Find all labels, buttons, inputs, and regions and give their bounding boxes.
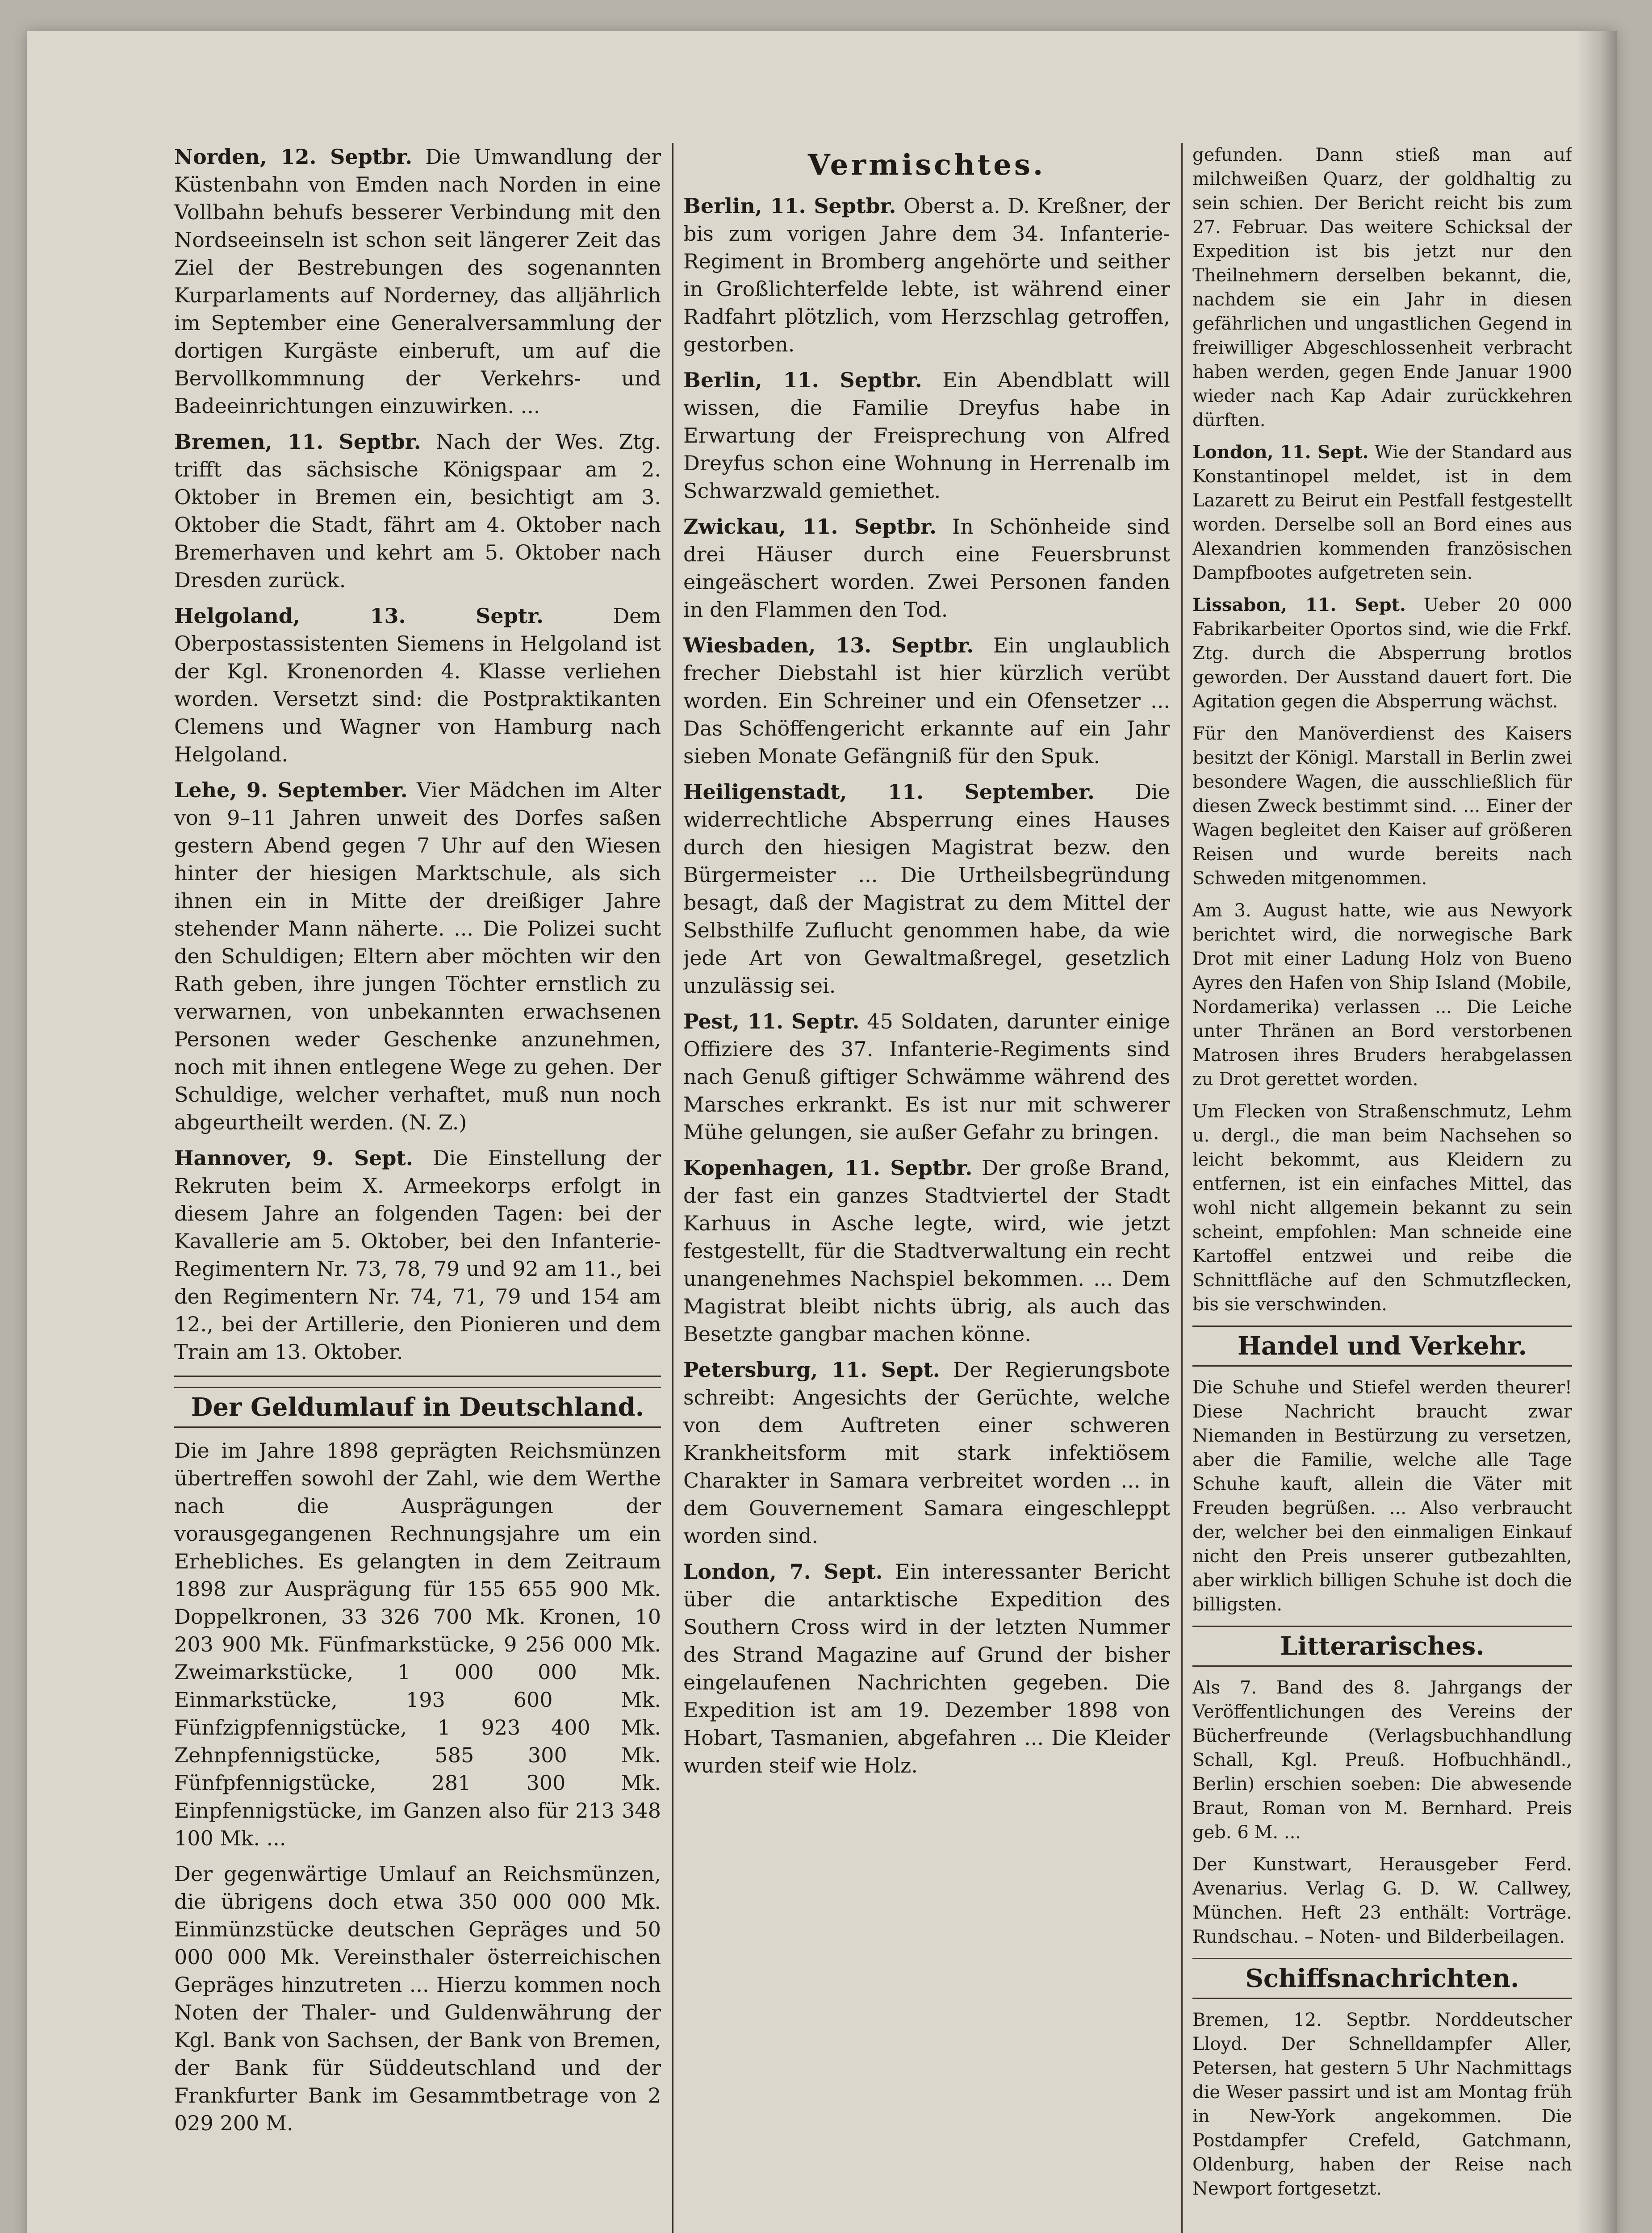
article-paragraph <box>1192 899 1572 1091</box>
article-dateline: Hannover, 9. Sept. <box>174 1146 413 1170</box>
article-paragraph <box>1192 722 1572 891</box>
article-body: Dem Oberpostassistenten Siemens in Helgoland ist der Kgl. Kronenorden 4. Klasse verliehen worden. Versetzt sind: die Postpraktikanten Clemens und Wagner von Hamburg nach Helgoland. <box>174 604 661 766</box>
column-left <box>174 143 661 2233</box>
article-paragraph <box>683 778 1170 999</box>
article-paragraph <box>1192 440 1572 585</box>
column-rule <box>672 143 673 2233</box>
article-dateline: Berlin, 11. Septbr. <box>683 194 896 218</box>
article-body: Der große Brand, der fast ein ganzes Stadtviertel der Stadt Karhuus in Asche legte, wird, wie jetzt festgestellt, für die Stadtverwaltung ein recht unangenehmes Nachspiel bekommen. ... Dem Magistrat bleibt nichts übrig, als auch das Besetzte gangbar machen könne. <box>683 1156 1170 1346</box>
article-dateline: Lissabon, 11. Sept. <box>1192 594 1406 615</box>
article-body: Die widerrechtliche Absperrung eines Hauses durch den hiesigen Magistrat bezw. den Bürgermeister ... Die Urtheilsbegründung besagt, daß der Magistrat zu dem Mittel der Selbsthilfe Zuflucht genommen habe, da wie jede Art von Gewaltmaßregel, gesetzlich unzulässig sei. <box>683 780 1170 998</box>
article-dateline: Heiligenstadt, 11. September. <box>683 780 1095 804</box>
article-paragraph <box>683 1154 1170 1348</box>
article-body: Für den Manöverdienst des Kaisers besitzt der Königl. Marstall in Berlin zwei besondere Wagen, die ausschließlich für diesen Zweck bestimmt sind. ... Einer der Wagen begleitet den Kaiser auf größeren Reisen und wurde bereits nach Schweden mitgenommen. <box>1192 723 1572 889</box>
article-dateline: Wiesbaden, 13. Septbr. <box>683 633 974 657</box>
article-body: gefunden. Dann stieß man auf milchweißen Quarz, der goldhaltig zu sein schien. Der Bericht reicht bis zum 27. Februar. Das weitere Schicksal der Expedition ist bis jetzt nur den Theilnehmern derselben bekannt, die, nachdem sie ein Jahr in diesen gefährlichen und ungastlichen Gegend in freiwilliger Abgeschlossenheit verbracht haben werden, gegen Ende Januar 1900 wieder nach Kap Adair zurückkehren dürften. <box>1192 145 1572 431</box>
article-body: Oberst a. D. Kreßner, der bis zum vorigen Jahre dem 34. Infanterie-Regiment in Bromberg angehörte und seither in Großlichterfelde lebte, ist während einer Radfahrt plötzlich, vom Herzschlag getroffen, gestorben. <box>683 194 1170 356</box>
article-paragraph <box>174 1144 661 1366</box>
article-body: Der Regierungsbote schreibt: Angesichts der Gerüchte, welche von dem Auftreten einer schweren Krankheitsform mit stark infektiösem Charakter in Samara verbreitet worden ... in dem Gouvernement Samara eingeschleppt worden sind. <box>683 1358 1170 1548</box>
section-title-geldumlauf: Der Geldumlauf in Deutschland. <box>174 1387 661 1428</box>
article-body: In Schönheide sind drei Häuser durch eine Feuersbrunst eingeäschert worden. Zwei Personen fanden in den Flammen den Tod. <box>683 514 1170 622</box>
article-dateline: Lehe, 9. September. <box>174 778 408 802</box>
article-paragraph: Bremen, 12. Septbr. Norddeutscher Lloyd. Der Schnelldampfer Aller, Petersen, hat gestern 5 Uhr Nachmittags die Weser passirt und ist am Montag früh in New-York angekommen. Die Postdampfer Crefeld, Gatchmann, Oldenburg, haben der Reise nach Newport fortgesetzt. <box>1192 2010 1572 2199</box>
article-paragraph <box>1192 593 1572 714</box>
article-paragraph <box>683 366 1170 505</box>
article-paragraph <box>174 602 661 768</box>
newspaper-page <box>27 31 1617 2233</box>
article-paragraph: Als 7. Band des 8. Jahrgangs der Veröffentlichungen des Vereins der Bücherfreunde (Verlagsbuchhandlung Schall, Kgl. Preuß. Hofbuchhändl., Berlin) erschien soeben: Die abwesende Braut, Roman von M. Bernhard. Preis geb. 6 M. ... <box>1192 1677 1572 1843</box>
column-middle <box>683 143 1170 2233</box>
article-body: Die Einstellung der Rekruten beim X. Armeekorps erfolgt in diesem Jahre an folgenden Tagen: bei der Kavallerie am 5. Oktober, bei den Infanterie-Regimentern Nr. 73, 78, 79 und 92 am 11., bei den Regimentern Nr. 74, 71, 79 und 154 am 12., bei der Artillerie, den Pionieren und dem Train am 13. Oktober. <box>174 1146 661 1364</box>
article-body: Nach der Wes. Ztg. trifft das sächsische Königspaar am 2. Oktober in Bremen ein, besichtigt am 3. Oktober die Stadt, fährt am 4. Oktober nach Bremerhaven und kehrt am 5. Oktober nach Dresden zurück. <box>174 430 661 592</box>
article-body: Ein interessanter Bericht über die antarktische Expedition des Southern Cross wird in der letzten Nummer des Strand Magazine auf Grund der bisher eingelaufenen Nachrichten gegeben. Die Expedition ist am 19. Dezember 1898 von Hobart, Tasmanien, abgefahren ... Die Kleider wurden steif wie Holz. <box>683 1560 1170 1777</box>
section-title-handel: Handel und Verkehr. <box>1192 1326 1572 1367</box>
column-right <box>1192 143 1572 2233</box>
article-dateline: London, 11. Sept. <box>1192 442 1369 463</box>
column-rule <box>1181 143 1183 2233</box>
article-body: Um Flecken von Straßenschmutz, Lehm u. dergl., die man beim Nachsehen so leicht bekommt, aus Kleidern zu entfernen, ist ein einfaches Mittel, das wohl nicht allgemein bekannt zu sein scheint, empfohlen: Man schneide eine Kartoffel entzwei und reibe die Schnittfläche auf den Schmutzflecken, bis sie verschwinden. <box>1192 1101 1572 1315</box>
article-paragraph <box>174 428 661 594</box>
article-dateline: Kopenhagen, 11. Septbr. <box>683 1156 973 1180</box>
section-title-litterarisches: Litterarisches. <box>1192 1626 1572 1667</box>
article-dateline: Pest, 11. Septr. <box>683 1009 860 1033</box>
article-paragraph: Der Kunstwart, Herausgeber Ferd. Avenarius. Verlag G. D. W. Callwey, München. Heft 23 enthält: Vorträge. Rundschau. – Noten- und Bilderbeilagen. <box>1192 1854 1572 1947</box>
article-paragraph: Der gegenwärtige Umlauf an Reichsmünzen, die übrigens doch etwa 350 000 000 Mk. Einmünzstücke deutschen Gepräges und 50 000 000 Mk. Vereinsthaler österreichischen Gepräges hinzutreten ... Hierzu kommen noch Noten der Thaler- und Guldenwährung der Kgl. Bank von Sachsen, der Bank von Bremen, der Bank für Süddeutschland und der Frankfurter Bank im Gesammtbetrage von 2 029 200 M. <box>174 1862 661 2135</box>
article-dateline: Norden, 12. Septbr. <box>174 145 413 169</box>
article-paragraph <box>1192 143 1572 432</box>
section-divider <box>174 1376 661 1377</box>
article-dateline: Berlin, 11. Septbr. <box>683 368 922 392</box>
article-body: Ein Abendblatt will wissen, die Familie Dreyfus habe in Erwartung der Freisprechung von Alfred Dreyfus schon eine Wohnung in Herrenalb im Schwarzwald gemiethet. <box>683 368 1170 503</box>
article-paragraph: Die im Jahre 1898 geprägten Reichsmünzen übertreffen sowohl der Zahl, wie dem Werthe nach die Ausprägungen der vorausgegangenen Rechnungsjahre um ein Erhebliches. Es gelangten in dem Zeitraum 1898 zur Ausprägung für 155 655 900 Mk. Doppelkronen, 33 326 700 Mk. Kronen, 10 203 900 Mk. Fünfmarkstücke, 9 256 000 Mk. Zweimarkstücke, 1 000 000 Mk. Einmarkstücke, 193 600 Mk. Fünfzigpfennigstücke, 1 923 400 Mk. Zehnpfennigstücke, 585 300 Mk. Fünfpfennigstücke, 281 300 Mk. Einpfennigstücke, im Ganzen also für 213 348 100 Mk. ... <box>174 1438 661 1850</box>
article-body: 45 Soldaten, darunter einige Offiziere des 37. Infanterie-Regiments sind nach Genuß giftiger Schwämme während des Marsches erkrankt. Es ist nur mit schwerer Mühe gelungen, sie außer Gefahr zu bringen. <box>683 1009 1170 1144</box>
section-title-vermischtes: Vermischtes. <box>807 148 1046 182</box>
article-paragraph <box>683 192 1170 358</box>
article-body: Ueber 20 000 Fabrikarbeiter Oportos sind, wie die Frkf. Ztg. durch die Absperrung brotlos geworden. Der Ausstand dauert fort. Die Agitation gegen die Absperrung wächst. <box>1192 595 1572 712</box>
article-paragraph <box>683 1008 1170 1146</box>
article-body: Vier Mädchen im Alter von 9–11 Jahren unweit des Dorfes saßen gestern Abend gegen 7 Uhr auf den Wiesen hinter der hiesigen Marktschule, als sich ihnen ein in Mitte der dreißiger Jahre stehender Mann näherte. ... Die Polizei sucht den Schuldigen; Eltern aber möchten wir den Rath geben, ihre jungen Töchter ernstlich zu verwarnen, von unbekannten erwachsenen Personen weder Geschenke anzunehmen, noch mit ihnen entlegene Wege zu gehen. Der Schuldige, welcher verhaftet, muß nun noch abgeurtheilt werden. (N. Z.) <box>174 778 661 1134</box>
article-body: Wie der Standard aus Konstantinopel meldet, ist in dem Lazarett zu Beirut ein Pestfall festgestellt worden. Derselbe soll an Bord eines aus Alexandrien kommenden französischen Dampfbootes aufgetreten sein. <box>1192 442 1572 583</box>
section-title-schiffsnachrichten: Schiffsnachrichten. <box>1192 1958 1572 1999</box>
article-dateline: Helgoland, 13. Septr. <box>174 604 544 628</box>
article-paragraph <box>174 776 661 1136</box>
article-dateline: London, 7. Sept. <box>683 1560 883 1584</box>
article-paragraph <box>174 143 661 420</box>
article-body: Am 3. August hatte, wie aus Newyork berichtet wird, die norwegische Bark Drot mit einer Ladung Holz von Bueno Ayres den Hafen von Ship Island (Mobile, Nordamerika) verlassen ... Die Leiche unter Thränen an Bord verstorbenen Matrosen ihres Bruders herabgelassen zu Drot gerettet worden. <box>1192 900 1572 1090</box>
article-dateline: Petersburg, 11. Sept. <box>683 1358 940 1382</box>
article-body: Ein unglaublich frecher Diebstahl ist hier kürzlich verübt worden. Ein Schreiner und ein Ofensetzer ... Das Schöffengericht erkannte auf ein Jahr sieben Monate Gefängniß für den Spuk. <box>683 633 1170 768</box>
article-paragraph <box>1192 1100 1572 1317</box>
page-fold-shadow <box>1577 31 1617 2233</box>
article-paragraph: Die Schuhe und Stiefel werden theurer! Diese Nachricht braucht zwar Niemanden in Bestürzung zu versetzen, aber die Familie, welche alle Tage Schuhe kauft, allein die Väter mit Freuden begrüßen. ... Also verbraucht der, welcher bei den einmaligen Einkauf nicht den Preis unserer gutbezahlten, aber wirklich billigen Schuhe ist doch die billigsten. <box>1192 1377 1572 1615</box>
article-paragraph <box>683 1356 1170 1550</box>
article-dateline: Bremen, 11. Septbr. <box>174 430 421 454</box>
article-paragraph <box>683 1558 1170 1779</box>
article-paragraph <box>683 631 1170 770</box>
article-body: Die Umwandlung der Küstenbahn von Emden nach Norden in eine Vollbahn behufs besserer Verbindung mit den Nordseeinseln ist schon seit längerer Zeit das Ziel der Bestrebungen des sogenannten Kurparlaments auf Norderney, das alljährlich im September eine Generalversammlung der dortigen Kurgäste einberuft, um auf die Bervollkommnung der Verkehrs- und Badeeinrichtungen einzuwirken. ... <box>174 145 661 418</box>
article-dateline: Zwickau, 11. Septbr. <box>683 514 937 539</box>
article-paragraph <box>683 513 1170 623</box>
